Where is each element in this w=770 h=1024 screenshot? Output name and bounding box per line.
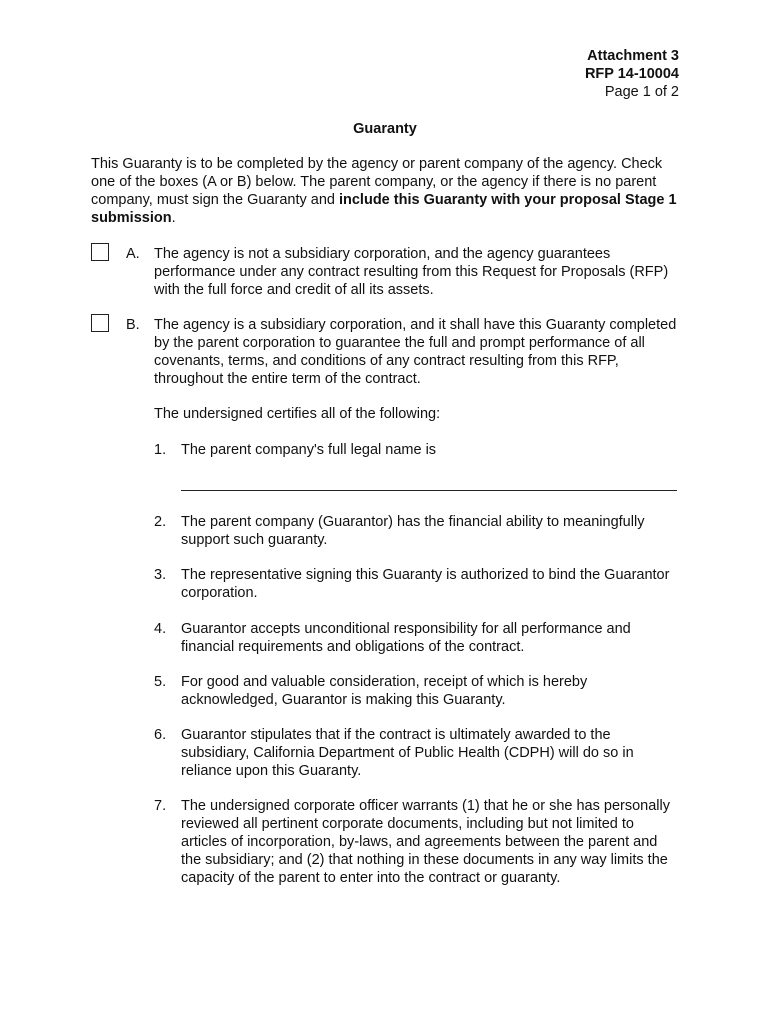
item-5-text: For good and valuable consideration, receipt of which is hereby acknowledged, Guarantor is making this Guaranty. [181,674,588,708]
item-6-number: 6. [154,727,167,743]
item-4-number: 4. [154,621,167,637]
document-header [585,47,679,101]
item-6-text: Guarantor stipulates that if the contract is ultimately awarded to the subsidiary, California Department of Public Health (CDPH) will do so in reliance upon this Guaranty. [181,727,634,779]
certifies-heading: The undersigned certifies all of the following: [154,406,441,422]
option-a-text: The agency is not a subsidiary corporation, and the agency guarantees performance under any contract resulting from this Request for Proposals (RFP) with the full force and credit of all its assets. [154,246,669,298]
item-1-number: 1. [154,442,167,458]
intro-end: . [171,210,176,226]
item-7-text: The undersigned corporate officer warrants (1) that he or she has personally reviewed all pertinent corporate documents, including but not limited to articles of incorporation, by-laws, and agreements between the parent and the subsidiary; and (2) that nothing in these documents in any way limits the capacity of the parent to enter into the contract or guaranty. [181,798,670,886]
item-3-text: The representative signing this Guaranty is authorized to bind the Guarantor corporation. [181,567,670,601]
page-title: Guaranty [353,121,417,137]
option-b-text: The agency is a subsidiary corporation, and it shall have this Guaranty completed by the parent corporation to guarantee the full and prompt performance of all covenants, terms, and conditions of any contract resulting from this RFP, throughout the entire term of the contract. [154,317,677,387]
item-1-text: The parent company's full legal name is [181,442,437,458]
item-2-text: The parent company (Guarantor) has the financial ability to meaningfully support such guaranty. [181,514,645,548]
item-3-number: 3. [154,567,167,583]
option-b-letter: B. [126,317,140,333]
item-7-number: 7. [154,798,167,814]
attachment-label: Attachment 3 [587,48,679,64]
intro-bold-text: include this Guaranty with your proposal Stage 1 submission [91,192,677,226]
legal-name-field[interactable] [181,490,677,491]
option-b-checkbox[interactable] [91,314,109,332]
option-a-letter: A. [126,246,140,262]
page-indicator: Page 1 of 2 [604,84,679,100]
item-5-number: 5. [154,674,167,690]
item-2-number: 2. [154,514,167,530]
intro-text: This Guaranty is to be completed by the agency or parent company of the agency. Check one of the boxes (A or B) below. The parent company, or the agency if there is no parent company, must sign the Guaranty and [91,156,663,208]
rfp-number: RFP 14-10004 [584,66,679,82]
item-4-text: Guarantor accepts unconditional responsibility for all performance and financial requirements and obligations of the contract. [181,621,631,655]
intro-paragraph [91,155,681,227]
option-a-checkbox[interactable] [91,243,109,261]
